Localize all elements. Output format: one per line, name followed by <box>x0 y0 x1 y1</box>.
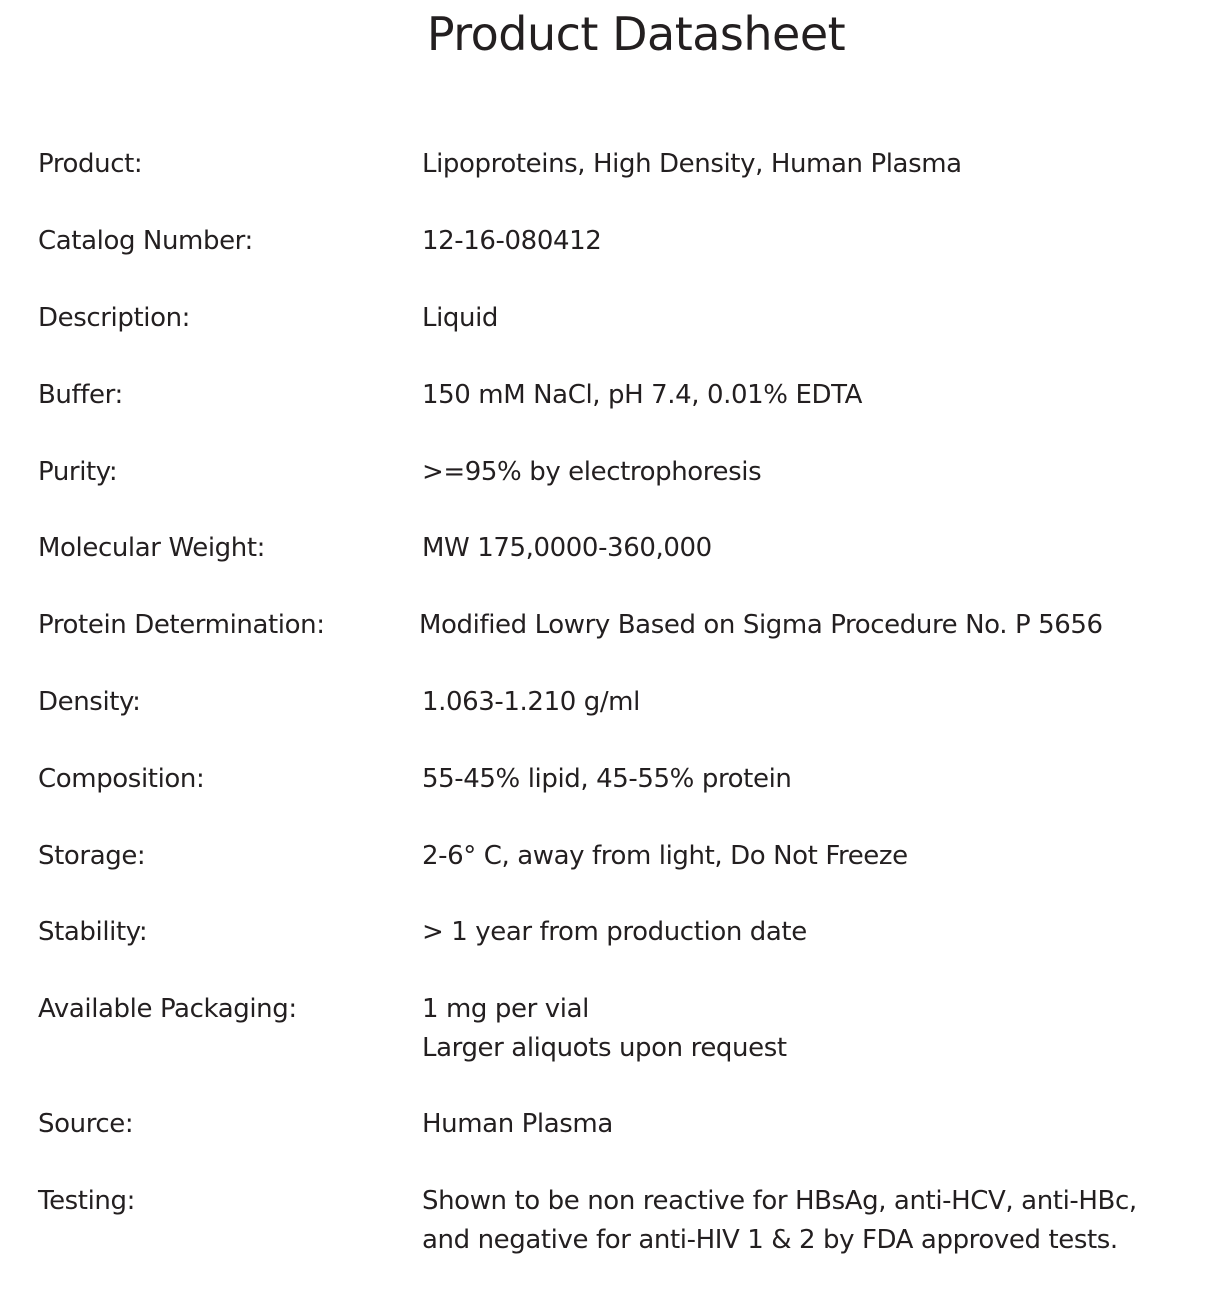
field-value: 150 mM NaCl, pH 7.4, 0.01% EDTA <box>422 380 862 410</box>
field-label: Testing: <box>38 1186 135 1216</box>
field-label: Buffer: <box>38 380 123 410</box>
field-value-line: 1 mg per vial <box>422 994 589 1024</box>
field-label: Purity: <box>38 457 118 487</box>
field-label: Available Packaging: <box>38 994 297 1024</box>
field-value: Lipoproteins, High Density, Human Plasma <box>422 149 962 179</box>
field-label: Stability: <box>38 917 148 947</box>
field-label: Composition: <box>38 764 205 794</box>
field-value-line: Larger aliquots upon request <box>422 1033 787 1063</box>
field-value-line: and negative for anti-HIV 1 & 2 by FDA approved tests. <box>422 1225 1118 1255</box>
field-value: 1.063-1.210 g/ml <box>422 687 640 717</box>
field-value <box>422 990 787 1068</box>
page-title: Product Datasheet <box>426 7 846 61</box>
field-label: Molecular Weight: <box>38 533 265 563</box>
field-value: Liquid <box>422 303 499 333</box>
field-value: > 1 year from production date <box>422 917 807 947</box>
field-value: Modified Lowry Based on Sigma Procedure No. P 5656 <box>419 610 1103 640</box>
field-label: Description: <box>38 303 191 333</box>
field-label: Protein Determination: <box>38 610 325 640</box>
field-label: Storage: <box>38 841 146 871</box>
field-value <box>422 1182 1137 1260</box>
field-value: >=95% by electrophoresis <box>422 457 762 487</box>
field-value-line: Shown to be non reactive for HBsAg, anti-HCV, anti-HBc, <box>422 1186 1137 1216</box>
field-value: 55-45% lipid, 45-55% protein <box>422 764 792 794</box>
field-label: Source: <box>38 1109 134 1139</box>
field-value: Human Plasma <box>422 1109 613 1139</box>
field-label: Density: <box>38 687 141 717</box>
field-value: 2-6° C, away from light, Do Not Freeze <box>422 841 908 871</box>
field-value: 12-16-080412 <box>422 226 602 256</box>
field-label: Product: <box>38 149 143 179</box>
field-label: Catalog Number: <box>38 226 253 256</box>
field-value: MW 175,0000-360,000 <box>422 533 712 563</box>
